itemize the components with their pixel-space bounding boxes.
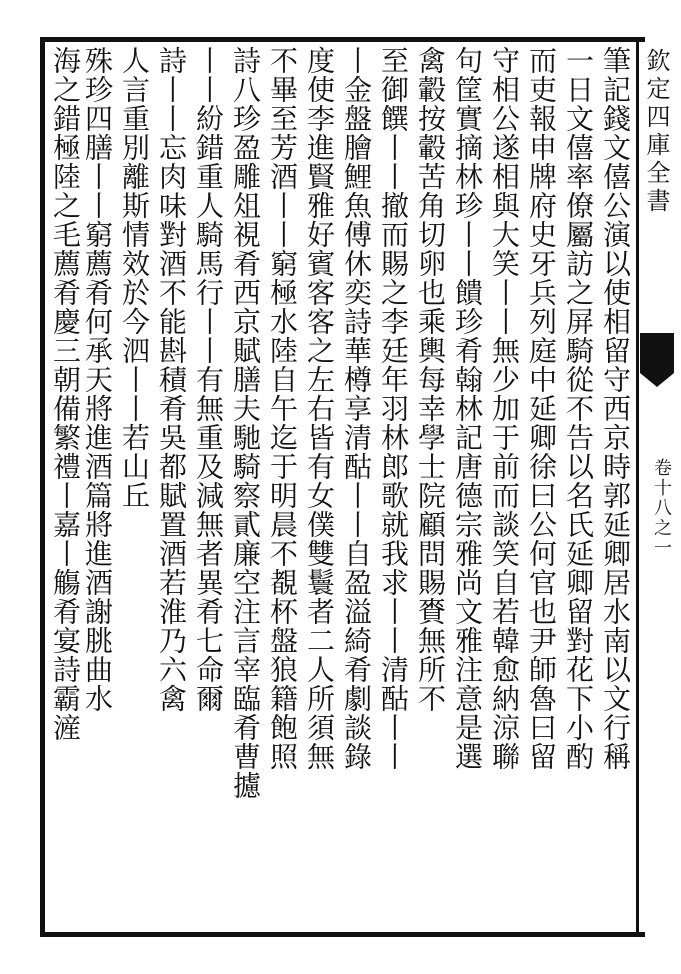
text-column-8: 丨金盤膾鯉魚傅休奕詩華樽享清酤丨丨自盈溢綺肴劇談錄 (340, 46, 373, 771)
text-column-6: 禽轂按轂苦角切卵也乘輿每幸學士院顧問賜賚無所不 (414, 46, 447, 713)
top-border-rule (40, 37, 645, 42)
text-column-9: 度使李進賢雅好賓客客之左右皆有女僕雙鬟者二人所須無 (303, 46, 336, 771)
bottom-border-rule (40, 932, 645, 937)
text-column-10: 不畢至芳酒丨丨窮極水陸自午迄于明晨不覩杯盤狼籍飽照 (266, 46, 299, 771)
text-column-14: 人言重別離斯情效於今泗丨丨若山丘 (118, 46, 151, 510)
fishtail-mark (640, 333, 674, 373)
text-column-7: 至御饌丨丨撤而賜之李廷年羽林郎歌就我求丨丨清酤丨丨 (377, 46, 410, 771)
text-column-4: 守相公遂相與大笑丨丨無少加于前而談笑自若韓愈納涼聯 (488, 46, 521, 771)
gutter-rule (636, 37, 639, 937)
text-column-12: 丨丨紛錯重人騎馬行丨丨有無重及減無者異肴七命爾 (192, 46, 225, 713)
text-column-11: 詩八珍盈雕俎視肴西京賦膳夫馳騎察貳廉空注言宰臨肴曹攄 (229, 46, 262, 800)
text-column-13: 詩丨丨忘肉味對酒不能斟積肴吳都賦置酒若淮乃六禽 (155, 46, 188, 713)
text-column-1: 筆記錢文僖公演以使相留守西京時郭延卿居水南以文行稱 (599, 46, 632, 771)
left-border-rule (40, 37, 45, 937)
text-column-2: 一日文僖率僚屬訪之屏騎從不告以名氏延卿留對花下小酌 (562, 46, 595, 771)
page-margin-banner (640, 48, 674, 928)
text-column-16: 海之錯極陸之毛薦肴慶三朝備繁禮丨嘉丨觴肴宴詩霸滻 (49, 46, 82, 742)
text-column-3: 而吏報申牌府史牙兵列庭中延卿徐曰公何官也尹師魯曰留 (525, 46, 558, 771)
margin-book-title: 欽定四庫全書 (642, 48, 670, 216)
text-column-15: 殊珍四膳丨丨窮薦肴何承天將進酒篇將進酒謝朓曲水 (81, 46, 114, 713)
margin-juan-number: 卷十八之一 (651, 458, 672, 558)
text-column-5: 句筐實摘林珍丨丨饋珍肴翰林記唐德宗雅尚文雅注意是選 (451, 46, 484, 771)
